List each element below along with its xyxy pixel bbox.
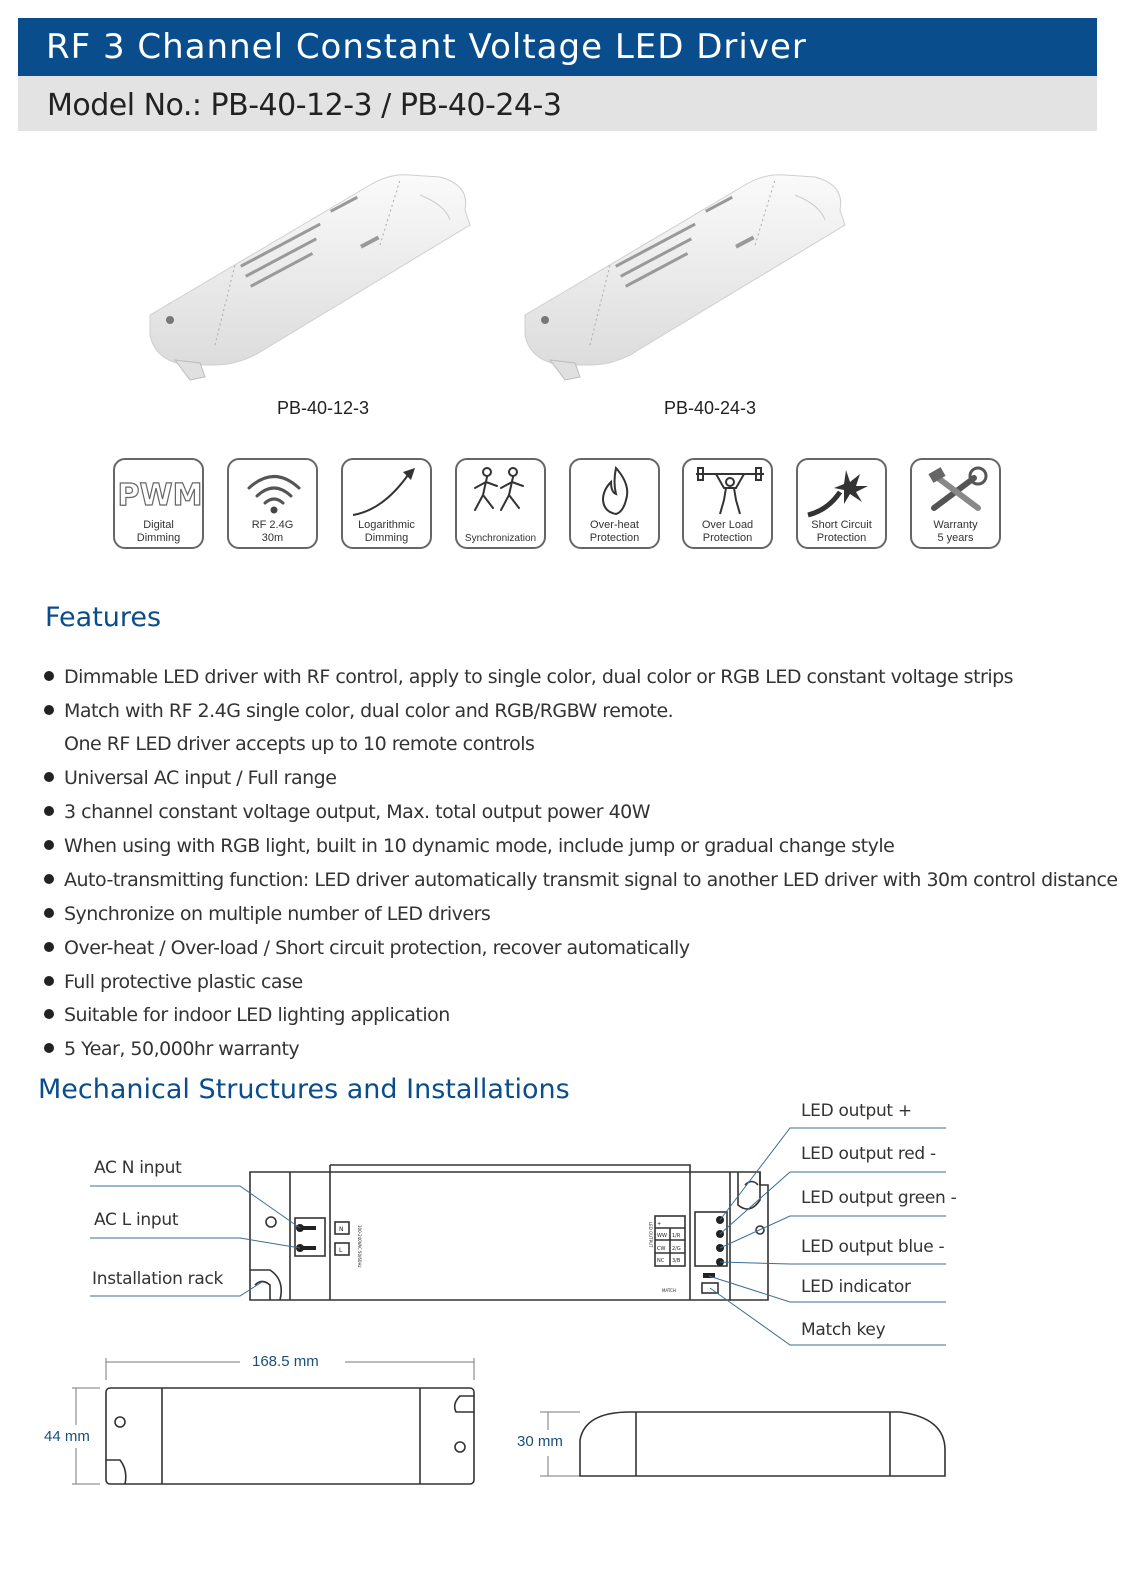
feature-item xyxy=(44,767,336,789)
icon-label-line1: Logarithmic xyxy=(358,519,415,531)
icon-card-rf xyxy=(227,458,318,549)
callout-led-output-green: LED output green - xyxy=(801,1188,957,1208)
icon-card-log-dimming xyxy=(341,458,432,549)
icon-card-over-load xyxy=(682,458,773,549)
log-curve-icon xyxy=(343,460,434,520)
feature-text: Over-heat / Over-load / Short circuit protection, recover automatically xyxy=(64,937,690,959)
icon-label-line1: Over-heat xyxy=(590,519,639,531)
product-image-pb-40-24-3 xyxy=(515,165,855,395)
out-row-3a: NC xyxy=(657,1258,665,1264)
match-label: MATCH xyxy=(662,1288,676,1293)
feature-item xyxy=(44,1038,299,1060)
icon-card-short-circuit xyxy=(796,458,887,549)
icon-label-line2: 30m xyxy=(261,532,284,544)
out-row-1a: WW xyxy=(657,1233,667,1239)
terminal-n-label: N xyxy=(339,1226,344,1233)
feature-text: Universal AC input / Full range xyxy=(64,767,337,789)
feature-item xyxy=(44,801,650,823)
led-output-label: LED OUTPUT xyxy=(648,1222,653,1248)
svg-text:PWM: PWM xyxy=(117,478,203,513)
icon-label-line1: Digital xyxy=(143,519,174,531)
icon-label-line1: RF 2.4G xyxy=(251,519,294,531)
dimension-width: 44 mm xyxy=(44,1428,90,1445)
icon-card-warranty xyxy=(910,458,1001,549)
feature-item xyxy=(44,937,690,959)
callout-led-output-red: LED output red - xyxy=(801,1144,936,1164)
bullet-icon xyxy=(44,705,54,715)
icon-label-line1: Warranty xyxy=(933,519,978,531)
bullet-icon xyxy=(44,874,54,884)
icon-label-line2: Dimming xyxy=(364,532,409,544)
terminal-l-label: L xyxy=(339,1247,343,1254)
out-row-3b: 3/B xyxy=(672,1258,681,1264)
out-row-2b: 2/G xyxy=(672,1246,681,1252)
mechanical-heading: Mechanical Structures and Installations xyxy=(38,1074,570,1105)
bullet-icon xyxy=(44,942,54,952)
wifi-icon xyxy=(229,460,320,520)
icon-label-line2: Protection xyxy=(589,532,640,544)
features-heading: Features xyxy=(45,602,162,633)
dimension-drawing xyxy=(0,1350,1130,1500)
icon-label-line1: Synchronization xyxy=(464,533,537,544)
bullet-icon xyxy=(44,1009,54,1019)
feature-text: When using with RGB light, built in 10 dynamic mode, include jump or gradual change style xyxy=(64,835,895,857)
product-caption-1: PB-40-12-3 xyxy=(277,398,370,418)
bullet-icon xyxy=(44,976,54,986)
icon-card-over-heat xyxy=(569,458,660,549)
icon-label-line2: Dimming xyxy=(136,532,181,544)
bullet-icon xyxy=(44,772,54,782)
bullet-icon xyxy=(44,908,54,918)
icon-label-line2: Protection xyxy=(702,532,753,544)
feature-item xyxy=(44,903,490,925)
weightlifter-icon xyxy=(684,460,775,520)
icon-label-line1: Short Circuit xyxy=(811,519,872,531)
out-row-0: + xyxy=(657,1221,662,1227)
sync-people-icon xyxy=(457,460,548,532)
feature-text: Auto-transmitting function: LED driver automatically transmit signal to another LED driver with 30m control distance xyxy=(64,869,1118,891)
feature-text: Match with RF 2.4G single color, dual color and RGB/RGBW remote. xyxy=(64,700,674,722)
feature-item xyxy=(44,869,1118,891)
spark-cable-icon xyxy=(798,460,889,520)
feature-text: Suitable for indoor LED lighting application xyxy=(64,1004,450,1026)
callout-installation-rack: Installation rack xyxy=(92,1269,224,1289)
dimension-height: 30 mm xyxy=(517,1433,563,1450)
icon-label-line1: Over Load xyxy=(701,519,754,531)
callout-match-key: Match key xyxy=(801,1320,886,1340)
feature-text: 3 channel constant voltage output, Max. total output power 40W xyxy=(64,801,651,823)
callout-led-output-blue: LED output blue - xyxy=(801,1237,945,1257)
feature-text: 5 Year, 50,000hr warranty xyxy=(64,1038,300,1060)
ac-input-spec: 100-240VAC 50/60Hz xyxy=(357,1225,362,1268)
feature-text: Dimmable LED driver with RF control, apply to single color, dual color or RGB LED constant voltage strips xyxy=(64,666,1014,688)
feature-item xyxy=(44,971,303,993)
wiring-diagram xyxy=(0,1100,1130,1360)
title-bar xyxy=(18,18,1097,76)
callout-ac-l-input: AC L input xyxy=(94,1210,179,1230)
bullet-icon xyxy=(44,1043,54,1053)
icon-label-line2: 5 years xyxy=(937,532,974,544)
feature-item xyxy=(44,666,1013,688)
callout-led-indicator: LED indicator xyxy=(801,1277,911,1297)
tools-icon xyxy=(912,460,1003,520)
dimension-length: 168.5 mm xyxy=(252,1353,319,1370)
pwm-icon xyxy=(115,460,206,520)
feature-item xyxy=(44,700,673,722)
callout-led-output-plus: LED output + xyxy=(801,1101,912,1121)
feature-text: One RF LED driver accepts up to 10 remote controls xyxy=(64,733,535,755)
icon-label-line2: Protection xyxy=(816,532,867,544)
feature-text: Synchronize on multiple number of LED drivers xyxy=(64,903,491,925)
icon-card-sync xyxy=(455,458,546,549)
out-row-2a: CW xyxy=(657,1246,666,1252)
feature-item xyxy=(64,733,534,755)
feature-text: Full protective plastic case xyxy=(64,971,303,993)
product-caption-2: PB-40-24-3 xyxy=(664,398,757,418)
feature-item xyxy=(44,1004,450,1026)
flame-icon xyxy=(571,460,662,520)
model-bar xyxy=(18,76,1097,131)
model-number: Model No.: PB-40-12-3 / PB-40-24-3 xyxy=(47,88,562,123)
product-image-pb-40-12-3 xyxy=(140,165,480,395)
feature-item xyxy=(44,835,894,857)
callout-ac-n-input: AC N input xyxy=(94,1158,182,1178)
page-title: RF 3 Channel Constant Voltage LED Driver xyxy=(46,27,807,67)
bullet-icon xyxy=(44,671,54,681)
icon-card-digital-dimming xyxy=(113,458,204,549)
out-row-1b: 1/R xyxy=(672,1233,681,1239)
bullet-icon xyxy=(44,840,54,850)
bullet-icon xyxy=(44,806,54,816)
